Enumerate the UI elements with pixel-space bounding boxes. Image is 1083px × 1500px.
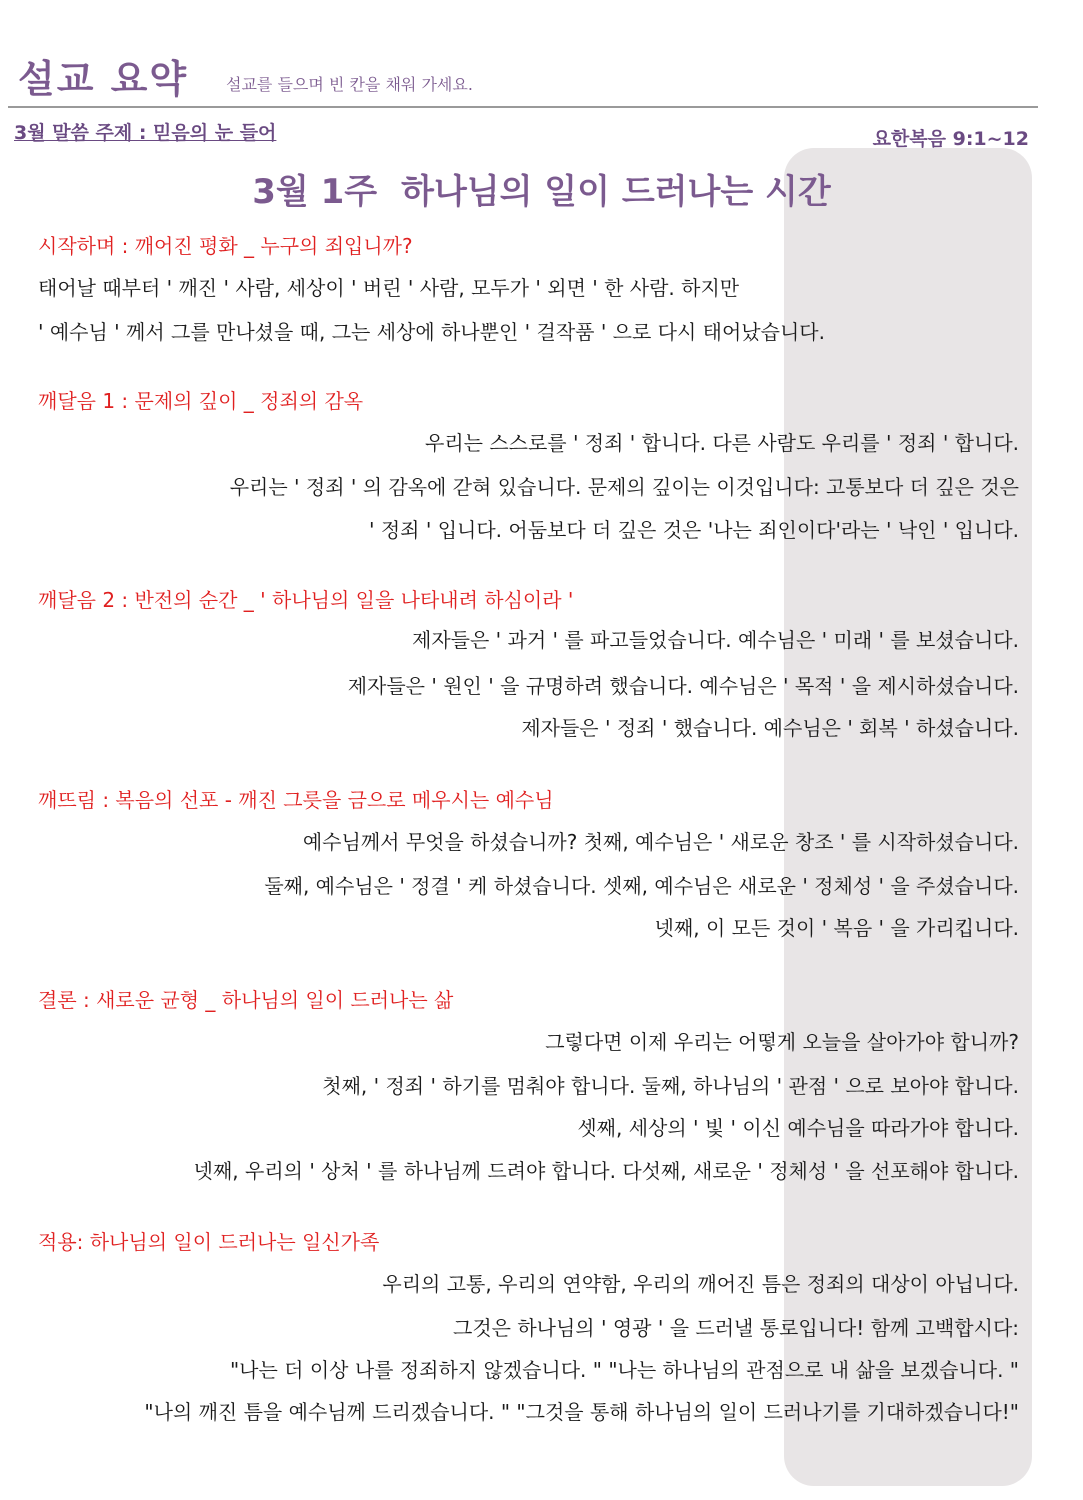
section-heading: 시작하며 : 깨어진 평화 _ 누구의 죄입니까? (38, 234, 413, 258)
section-line: 예수님께서 무엇을 하셨습니까? 첫째, 예수님은 ' 새로운 창조 ' 를 시작하셨습니다. (302, 830, 1019, 854)
page-subtitle: 설교를 들으며 빈 칸을 채워 가세요. (226, 75, 473, 94)
section-line: "나는 더 이상 나를 정죄하지 않겠습니다. " "나는 하나님의 관점으로 내 삶을 보겠습니다. " (229, 1358, 1019, 1382)
section-line: 제자들은 ' 과거 ' 를 파고들었습니다. 예수님은 ' 미래 ' 를 보셨습니다. (412, 628, 1019, 652)
page-title: 설교 요약 (18, 57, 189, 101)
sermon-title-text: 하나님의 일이 드러나는 시간 (401, 172, 831, 212)
section-heading: 깨뜨림 : 복음의 선포 - 깨진 그릇을 금으로 메우시는 예수님 (38, 788, 554, 812)
scripture-reference: 요한복음 9:1~12 (872, 128, 1029, 150)
section-line: 그것은 하나님의 ' 영광 ' 을 드러낼 통로입니다! 함께 고백합시다: (453, 1316, 1019, 1340)
section-line: 제자들은 ' 정죄 ' 했습니다. 예수님은 ' 회복 ' 하셨습니다. (521, 716, 1019, 740)
monthly-theme: 3월 말씀 주제 : 믿음의 눈 들어 (14, 122, 277, 144)
section-line: 우리의 고통, 우리의 연약함, 우리의 깨어진 틈은 정죄의 대상이 아닙니다. (382, 1272, 1019, 1296)
section-line: 넷째, 이 모든 것이 ' 복음 ' 을 가리킵니다. (654, 916, 1019, 940)
header-divider (8, 106, 1038, 108)
section-line: 태어날 때부터 ' 깨진 ' 사람, 세상이 ' 버린 ' 사람, 모두가 ' 외면 ' 한 사람. 하지만 (38, 276, 740, 300)
section-line: 우리는 스스로를 ' 정죄 ' 합니다. 다른 사람도 우리를 ' 정죄 ' 합니다. (425, 431, 1019, 455)
section-line: 셋째, 세상의 ' 빛 ' 이신 예수님을 따라가야 합니다. (577, 1116, 1019, 1140)
section-line: ' 예수님 ' 께서 그를 만나셨을 때, 그는 세상에 하나뿐인 ' 걸작품 ' 으로 다시 태어났습니다. (38, 320, 825, 344)
section-line: 첫째, ' 정죄 ' 하기를 멈춰야 합니다. 둘째, 하나님의 ' 관점 ' 으로 보아야 합니다. (322, 1074, 1019, 1098)
section-line: 그렇다면 이제 우리는 어떻게 오늘을 살아가야 합니까? (545, 1030, 1019, 1054)
section-line: "나의 깨진 틈을 예수님께 드리겠습니다. " "그것을 통해 하나님의 일이 드러나기를 기대하겠습니다!" (144, 1400, 1019, 1424)
section-heading: 결론 : 새로운 균형 _ 하나님의 일이 드러나는 삶 (38, 988, 454, 1012)
sermon-title (0, 164, 1083, 213)
section-heading: 깨달음 2 : 반전의 순간 _ ' 하나님의 일을 나타내려 하심이라 ' (38, 588, 574, 612)
section-heading: 깨달음 1 : 문제의 깊이 _ 정죄의 감옥 (38, 389, 364, 413)
section-line: 우리는 ' 정죄 ' 의 감옥에 갇혀 있습니다. 문제의 깊이는 이것입니다: 고통보다 더 깊은 것은 (229, 475, 1019, 499)
section-line: 둘째, 예수님은 ' 정결 ' 케 하셨습니다. 셋째, 예수님은 새로운 ' 정체성 ' 을 주셨습니다. (264, 874, 1019, 898)
section-line: 제자들은 ' 원인 ' 을 규명하려 했습니다. 예수님은 ' 목적 ' 을 제시하셨습니다. (347, 674, 1019, 698)
section-line: 넷째, 우리의 ' 상처 ' 를 하나님께 드려야 합니다. 다섯째, 새로운 ' 정체성 ' 을 선포해야 합니다. (193, 1159, 1019, 1183)
section-heading: 적용: 하나님의 일이 드러나는 일신가족 (38, 1230, 380, 1254)
sermon-week: 3월 1주 (252, 172, 378, 212)
section-line: ' 정죄 ' 입니다. 어둠보다 더 깊은 것은 '나는 죄인이다'라는 ' 낙인 ' 입니다. (369, 518, 1019, 542)
